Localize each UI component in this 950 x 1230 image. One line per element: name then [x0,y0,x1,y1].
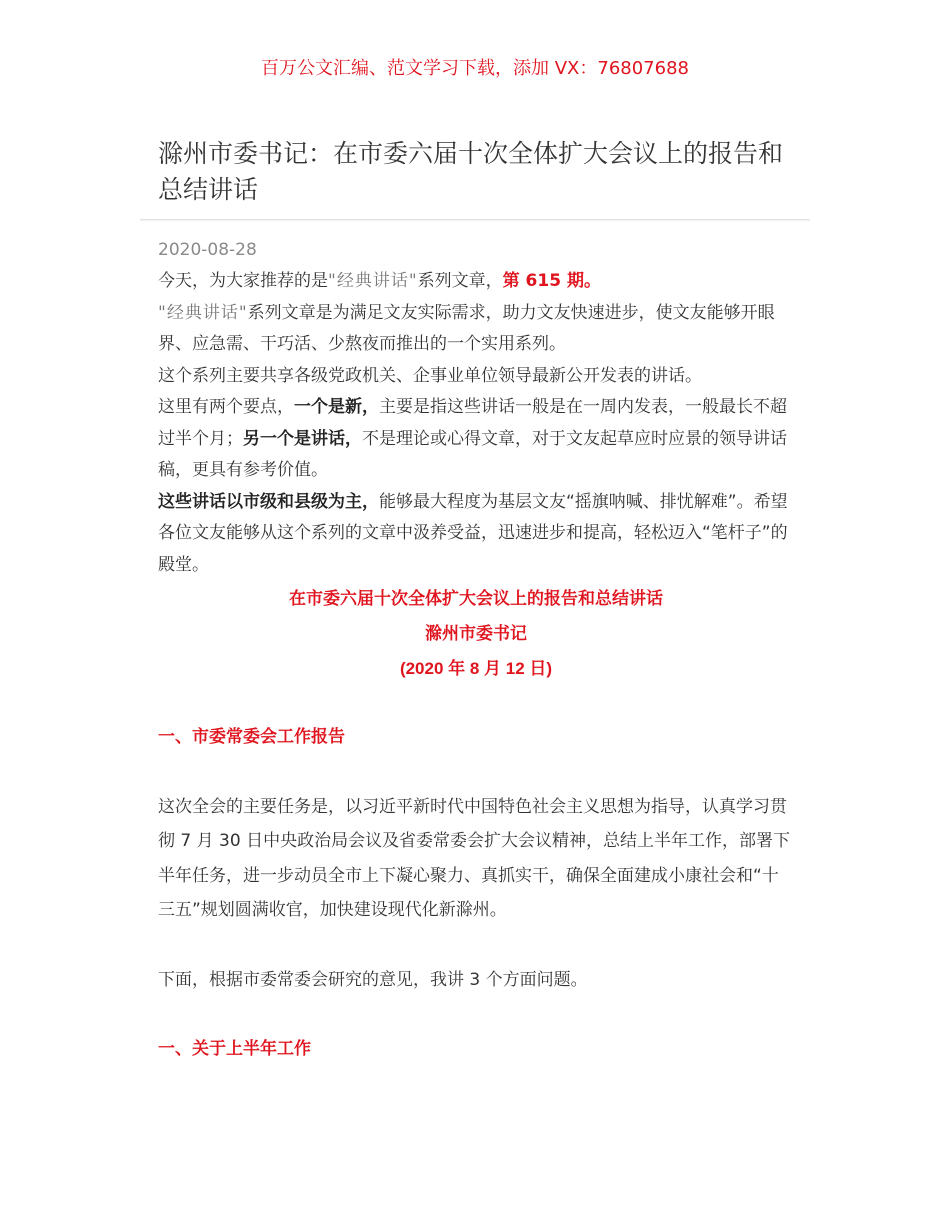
issue-number: 第 615 期。 [502,271,601,291]
speech-paragraph-1: 这次全会的主要任务是，以习近平新时代中国特色社会主义思想为指导，认真学习贯彻 7 月 30 日中央政治局会议及省委常委会扩大会议精神，总结上半年工作，部署下半年任务，进一步动员全市上下凝心聚力、真抓实干，确保全面建成小康社会和“十三五”规划圆满收官，加快建设现代化新滁州。 [158,796,791,920]
intro-text: 能够最大程度为基层文友“摇旗呐喊、排忧解难”。希望各位文友能够从这个系列的文章中汲养受益，迅速进步和提高，轻松迈入“笔杆子”的殿堂。 [158,491,788,575]
speech-speaker: 滁州市委书记 [425,624,527,643]
promo-banner: 百万公文汇编、范文学习下载，添加 VX：76807688 [261,58,689,79]
key-point-1: 一个是新， [294,397,379,417]
spacer [158,997,794,1032]
intro-paragraph-1 [158,266,794,298]
spacer [158,928,794,963]
title-divider [140,219,810,220]
section-heading-1: 一、市委常委会工作报告 [158,727,345,746]
article-body [158,266,794,1067]
intro-text: 这里有两个要点， [158,397,294,417]
spacer [158,755,794,790]
intro-text: 系列文章， [417,271,503,291]
key-point-3: 这些讲话以市级和县级为主， [158,491,379,512]
speech-paragraph-2: 下面，根据市委常委会研究的意见，我讲 3 个方面问题。 [158,969,588,990]
spacer [158,686,794,720]
intro-text: 不是理论或心得文章，对于文友起草应时应景的领导讲话稿，更具有参考价值。 [158,428,787,480]
section-heading-2: 一、关于上半年工作 [158,1039,311,1058]
intro-paragraph-2 [158,298,794,361]
series-name: "经典讲话" [328,271,418,291]
article-title: 滁州市委书记：在市委六届十次全体扩大会议上的报告和总结讲话 [158,139,784,204]
intro-text: 系列文章是为满足文友实际需求，助力文友快速进步，使文友能够开眼界、应急需、干巧活、少熬夜而推出的一个实用系列。 [158,302,775,354]
publish-date: 2020-08-28 [158,240,257,260]
intro-text: 主要是指这些讲话一般是在一周内发表，一般最长不超过半个月； [158,397,787,449]
intro-paragraph-3: 这个系列主要共享各级党政机关、企事业单位领导最新公开发表的讲话。 [158,365,702,386]
speech-title: 在市委六届十次全体扩大会议上的报告和总结讲话 [289,589,663,608]
intro-paragraph-5 [158,487,794,582]
intro-paragraph-4 [158,392,794,487]
speech-date: (2020 年 8 月 12 日) [399,659,553,678]
key-point-2: 另一个是讲话， [243,428,362,449]
series-name: "经典讲话" [158,302,248,323]
intro-text: 今天，为大家推荐的是 [158,271,328,291]
